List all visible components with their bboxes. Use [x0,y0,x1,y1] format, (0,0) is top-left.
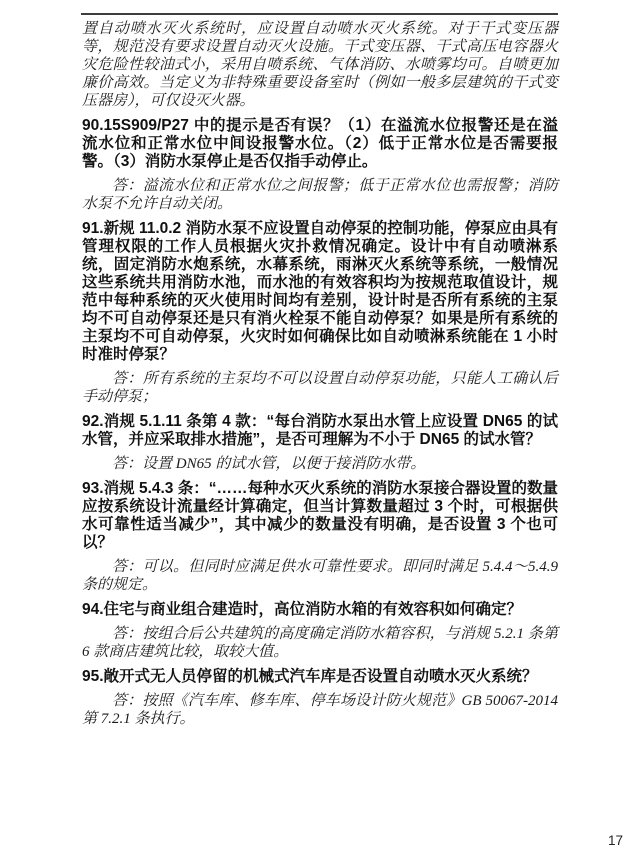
answer-92: 答：设置 DN65 的试水管，以便于接消防水带。 [112,456,426,472]
page-number: 17 [607,833,623,848]
answer-90: 答：溢流水位和正常水位之间报警；低于正常水位也需报警；消防水泵不允许自动关闭。 [82,178,558,212]
header-rule [81,13,558,15]
answer-94: 答：按组合后公共建筑的高度确定消防水箱容积，与消规 5.2.1 条第 6 款商店建筑比较，取较大值。 [82,626,558,660]
question-93: 93.消规 5.4.3 条：“……每种水灭火系统的消防水泵接合器设置的数量应按系统设计流量经计算确定，但当计算数量超过 3 个时，可根据供水可靠性适当减少”，其中减少的数量没有明确，是否设置 3 个也可以？ [82,480,558,551]
question-91: 91.新规 11.0.2 消防水泵不应设置自动停泵的控制功能，停泵应由具有管理权限的工作人员根据火灾扑救情况确定。设计中有自动喷淋系统，固定消防水炮系统，水幕系统，雨淋灭火系统等系统，一般情况这些系统共用消防水池，而水池的有效容积均为按规范取值设计，规范中每种系统的灭火使用时间均有差别，设计时是否所有系统的主泵均不可自动停泵还是只有消火栓泵不能自动停泵？如果是所有系统的主泵均不可自动停泵，火灾时如何确保比如自动喷淋系统能在 1 小时时准时停泵？ [82,220,558,363]
answer-continuation-paragraph: 置自动喷水灭火系统时，应设置自动喷水灭火系统。对于干式变压器等，规范没有要求设置自动灭火设施。干式变压器、干式高压电容器火灾危险性较油式小，采用自喷系统、气体消防、水喷雾均可。自喷更加廉价高效。当定义为非特殊重要设备室时（例如一般多层建筑的干式变压器房），可仅设灭火器。 [82,21,558,109]
answer-93: 答：可以。但同时应满足供水可靠性要求。即同时满足 5.4.4～5.4.9 条的规定。 [82,559,558,593]
page-content [82,20,558,728]
answer-91: 答：所有系统的主泵均不可以设置自动停泵功能，只能人工确认后手动停泵； [82,371,558,405]
question-90: 90.15S909/P27 中的提示是否有误？（1）在溢流水位报警还是在溢流水位和正常水位中间设报警水位。（2）低于正常水位是否需要报警。（3）消防水泵停止是否仅指手动停止。 [82,117,558,170]
answer-95: 答：按照《汽车库、修车库、停车场设计防火规范》GB 50067-2014 第 7.2.1 条执行。 [82,693,558,727]
question-92: 92.消规 5.1.11 条第 4 款：“每台消防水泵出水管上应设置 DN65 的试水管，并应采取排水措施”，是否可理解为不小于 DN65 的试水管？ [82,413,558,448]
question-95: 95.敞开式无人员停留的机械式汽车库是否设置自动喷水灭火系统？ [82,668,538,685]
question-94: 94.住宅与商业组合建造时，高位消防水箱的有效容积如何确定？ [82,601,523,618]
